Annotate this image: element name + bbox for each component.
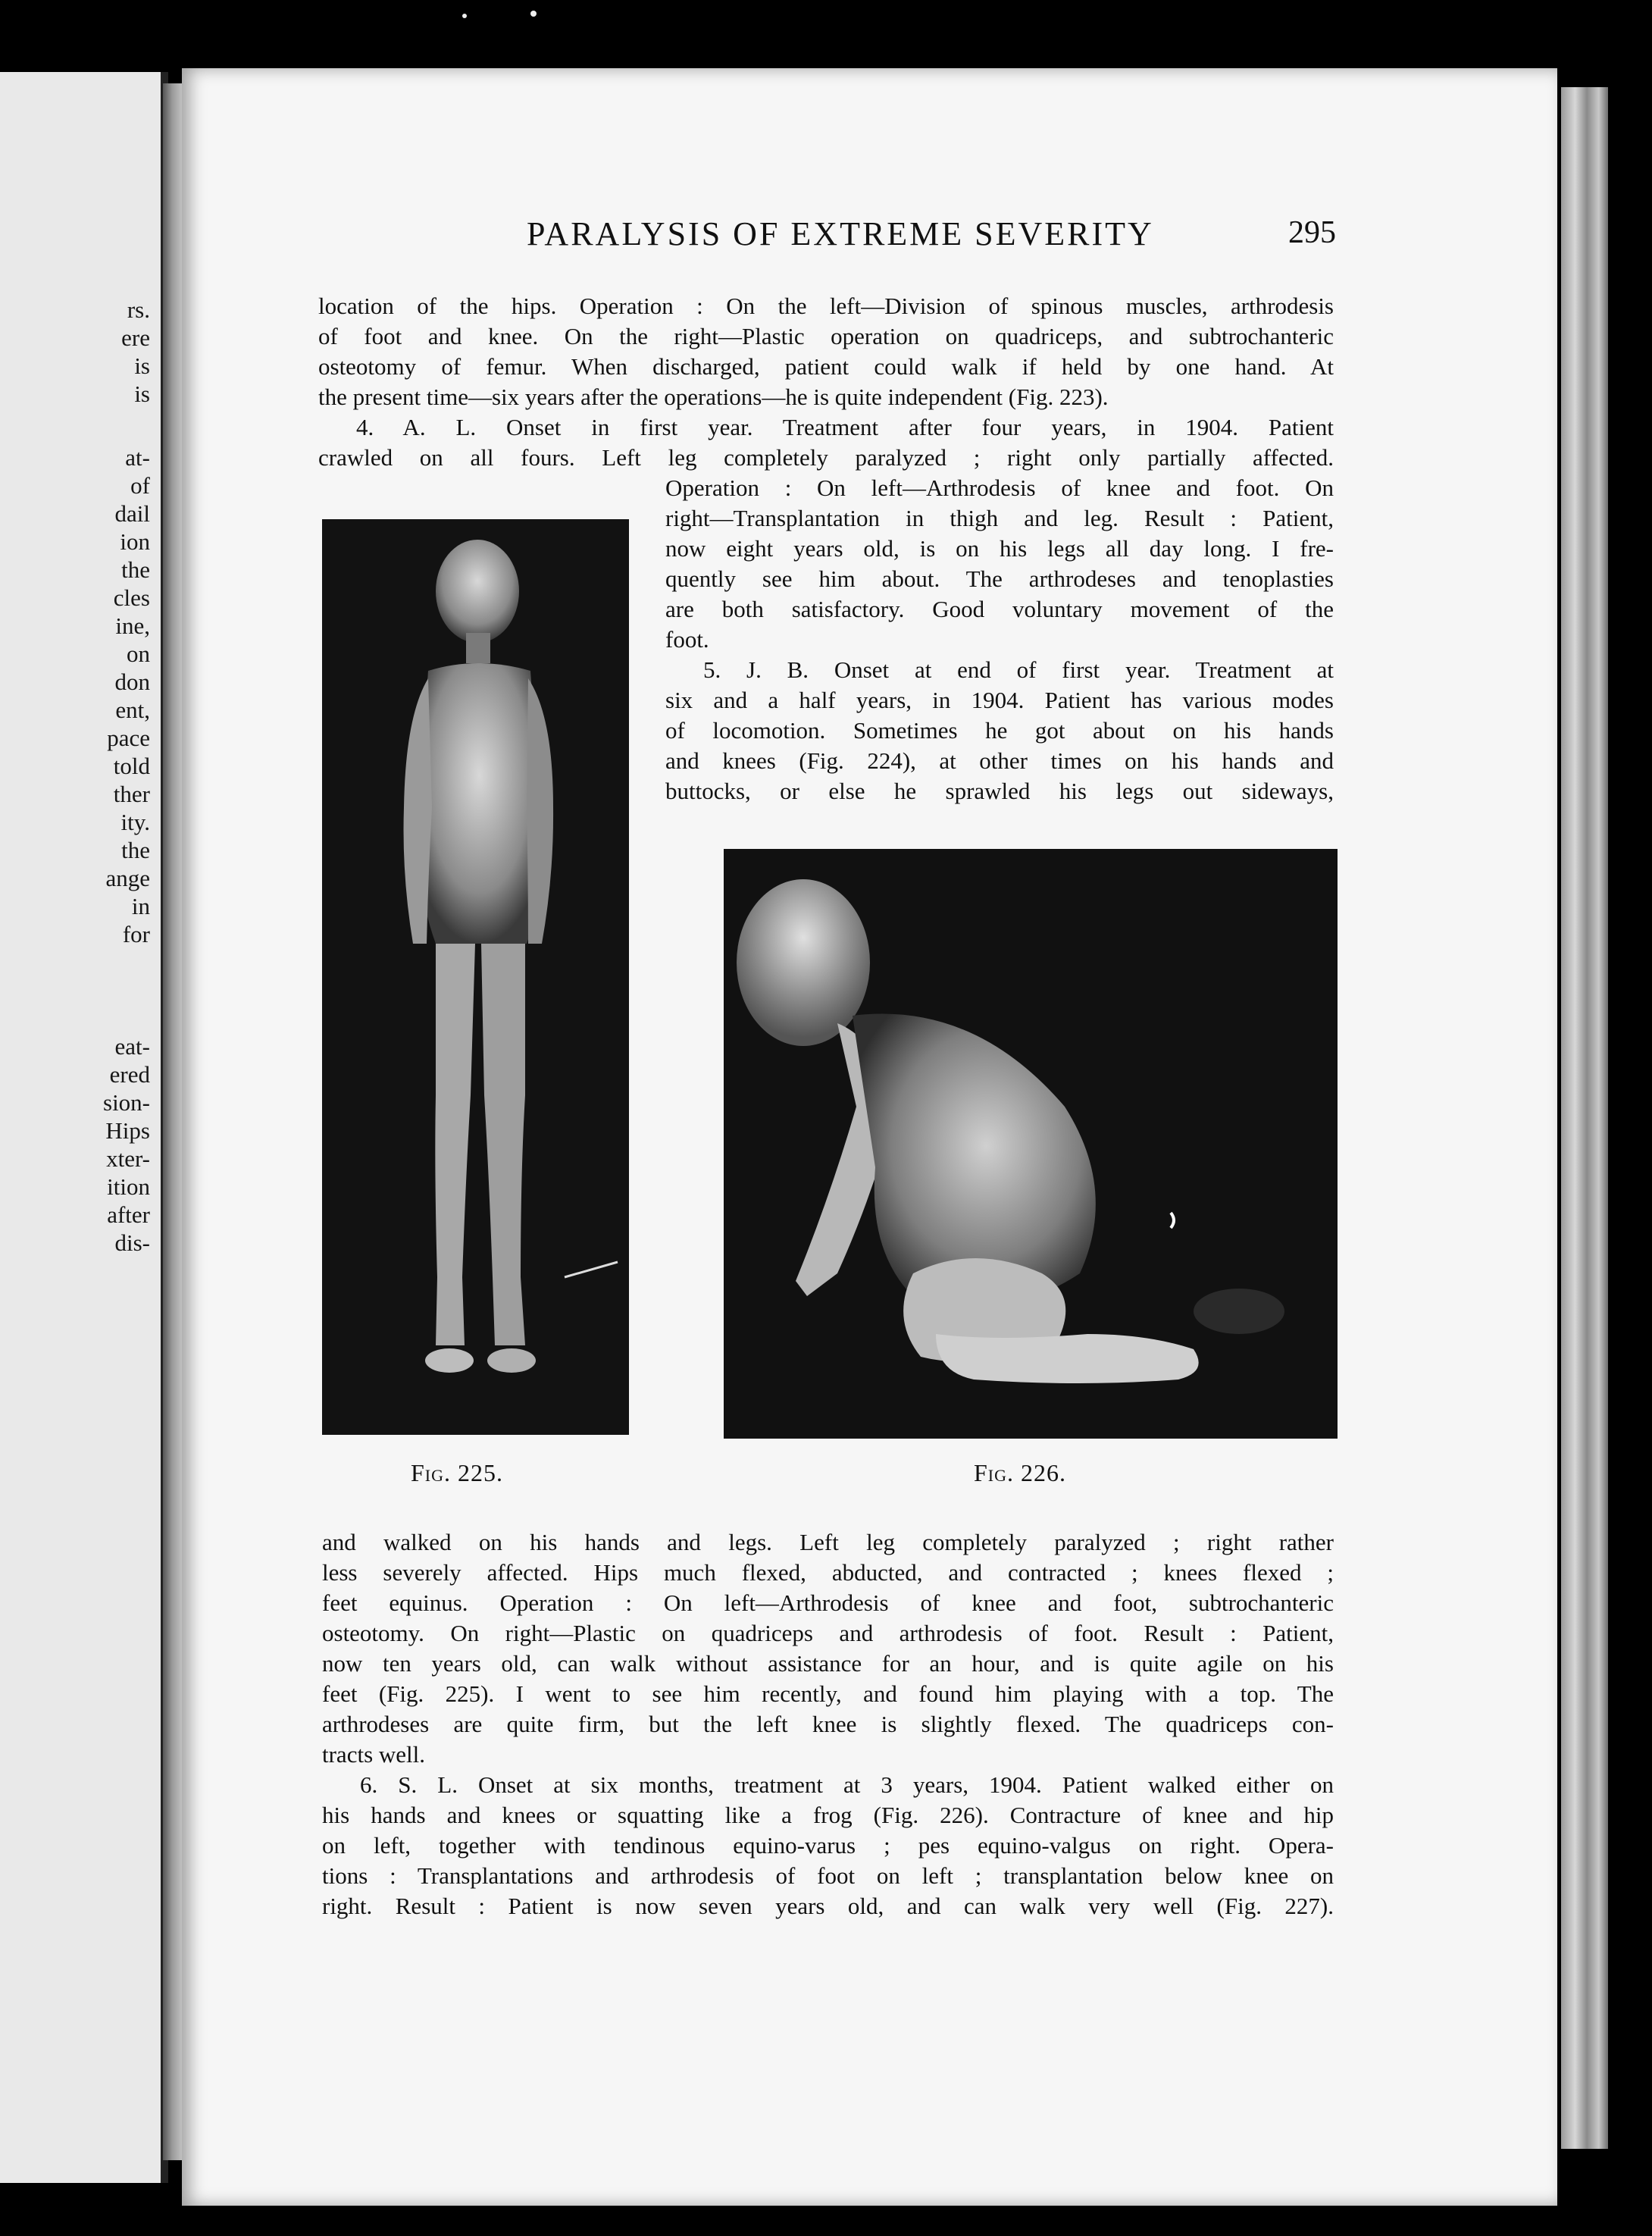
- text-line: crawled on all fours. Left leg completely paralyzed ; right only partially affected.: [318, 444, 1334, 471]
- text-line: quently see him about. The arthrodeses and tenoplasties: [665, 565, 1334, 592]
- text-line: his hands and knees or squatting like a frog (Fig. 226). Contracture of knee and hip: [322, 1802, 1334, 1828]
- text-line: osteotomy of femur. When discharged, patient could walk if held by one hand. At: [318, 353, 1334, 380]
- text-line: now eight years old, is on his legs all day long. I fre-: [665, 535, 1334, 562]
- facing-text-fragment: ine,: [115, 612, 150, 639]
- figure-226-caption: [974, 1459, 1066, 1487]
- text-line: on left, together with tendinous equino-varus ; pes equino-valgus on right. Opera-: [322, 1832, 1334, 1859]
- figure-number: 225.: [458, 1459, 504, 1486]
- facing-text-fragment: ity.: [120, 809, 150, 835]
- figure-number: 226.: [1021, 1459, 1067, 1486]
- facing-text-fragment: ange: [105, 865, 150, 891]
- facing-text-fragment: rs.: [127, 296, 150, 323]
- text-line: the present time—six years after the operations—he is quite independent (Fig. 223).: [318, 384, 1109, 410]
- facing-text-fragment: ther: [113, 781, 150, 807]
- text-line: 4. A. L. Onset in first year. Treatment after four years, in 1904. Patient: [356, 414, 1334, 440]
- page-stack-edge: [1561, 87, 1608, 2149]
- text-line: foot.: [665, 626, 709, 653]
- facing-text-fragment: is: [134, 380, 150, 407]
- facing-text-fragment: cles: [113, 584, 150, 611]
- facing-text-fragment: ion: [120, 528, 150, 555]
- text-line: right. Result : Patient is now seven years old, and can walk very well (Fig. 227).: [322, 1893, 1334, 1919]
- facing-text-fragment: dail: [114, 500, 150, 527]
- facing-text-fragment: the: [121, 556, 150, 583]
- text-line: 6. S. L. Onset at six months, treatment at 3 years, 1904. Patient walked either on: [360, 1771, 1334, 1798]
- text-line: of locomotion. Sometimes he got about on his hands: [665, 717, 1334, 744]
- facing-text-fragment: ered: [109, 1061, 150, 1088]
- dust-speck: [530, 11, 537, 17]
- figure-label: Fig.: [411, 1459, 452, 1486]
- facing-text-fragment: told: [113, 753, 150, 779]
- facing-text-fragment: at-: [125, 444, 150, 471]
- facing-text-fragment: dis-: [114, 1229, 150, 1256]
- facing-text-fragment: for: [122, 921, 150, 947]
- text-line: tracts well.: [322, 1741, 426, 1768]
- text-line: of foot and knee. On the right—Plastic operation on quadriceps, and subtrochanteric: [318, 323, 1334, 349]
- facing-text-fragment: sion-: [103, 1089, 150, 1116]
- text-line: and knees (Fig. 224), at other times on his hands and: [665, 747, 1334, 774]
- facing-text-fragment: after: [107, 1201, 150, 1228]
- text-line: feet equinus. Operation : On left—Arthrodesis of knee and foot, subtrochanteric: [322, 1589, 1334, 1616]
- running-header: PARALYSIS OF EXTREME SEVERITY: [527, 215, 1154, 252]
- text-line: Operation : On left—Arthrodesis of knee and foot. On: [665, 474, 1334, 501]
- facing-text-fragment: the: [121, 837, 150, 863]
- facing-text-fragment: ere: [121, 324, 150, 351]
- figure-label: Fig.: [974, 1459, 1015, 1486]
- text-line: location of the hips. Operation : On the left—Division of spinous muscles, arthrodesis: [318, 293, 1334, 319]
- page-number: 295: [1288, 215, 1336, 250]
- figure-225-caption: [411, 1459, 503, 1487]
- figure-226-photo: [724, 849, 1338, 1439]
- text-line: osteotomy. On right—Plastic on quadriceps and arthrodesis of foot. Result : Patient,: [322, 1620, 1334, 1646]
- text-line: right—Transplantation in thigh and leg. Result : Patient,: [665, 505, 1334, 531]
- facing-text-fragment: ent,: [115, 697, 150, 723]
- text-line: are both satisfactory. Good voluntary movement of the: [665, 596, 1334, 622]
- text-line: 5. J. B. Onset at end of first year. Treatment at: [703, 656, 1334, 683]
- text-line: six and a half years, in 1904. Patient has various modes: [665, 687, 1334, 713]
- facing-text-fragment: pace: [107, 725, 150, 751]
- facing-text-fragment: is: [134, 352, 150, 379]
- text-line: tions : Transplantations and arthrodesis of foot on left ; transplantation below knee on: [322, 1862, 1334, 1889]
- facing-text-fragment: don: [114, 669, 150, 695]
- facing-text-fragment: Hips: [105, 1117, 150, 1144]
- facing-text-fragment: in: [131, 893, 150, 919]
- figure-225-photo: [322, 519, 629, 1435]
- text-line: now ten years old, can walk without assistance for an hour, and is quite agile on his: [322, 1650, 1334, 1677]
- facing-text-fragment: on: [127, 640, 150, 667]
- text-line: arthrodeses are quite firm, but the left knee is slightly flexed. The quadriceps con-: [322, 1711, 1334, 1737]
- text-line: feet (Fig. 225). I went to see him recently, and found him playing with a top. The: [322, 1680, 1334, 1707]
- facing-text-fragment: of: [130, 472, 150, 499]
- text-line: buttocks, or else he sprawled his legs out sideways,: [665, 778, 1334, 804]
- text-line: less severely affected. Hips much flexed, abducted, and contracted ; knees flexed ;: [322, 1559, 1334, 1586]
- facing-text-fragment: xter-: [106, 1145, 150, 1172]
- facing-text-fragment: eat-: [114, 1033, 150, 1060]
- text-line: and walked on his hands and legs. Left leg completely paralyzed ; right rather: [322, 1529, 1334, 1555]
- facing-page: [0, 72, 168, 2183]
- dust-speck: [462, 14, 467, 18]
- facing-text-fragment: ition: [107, 1173, 150, 1200]
